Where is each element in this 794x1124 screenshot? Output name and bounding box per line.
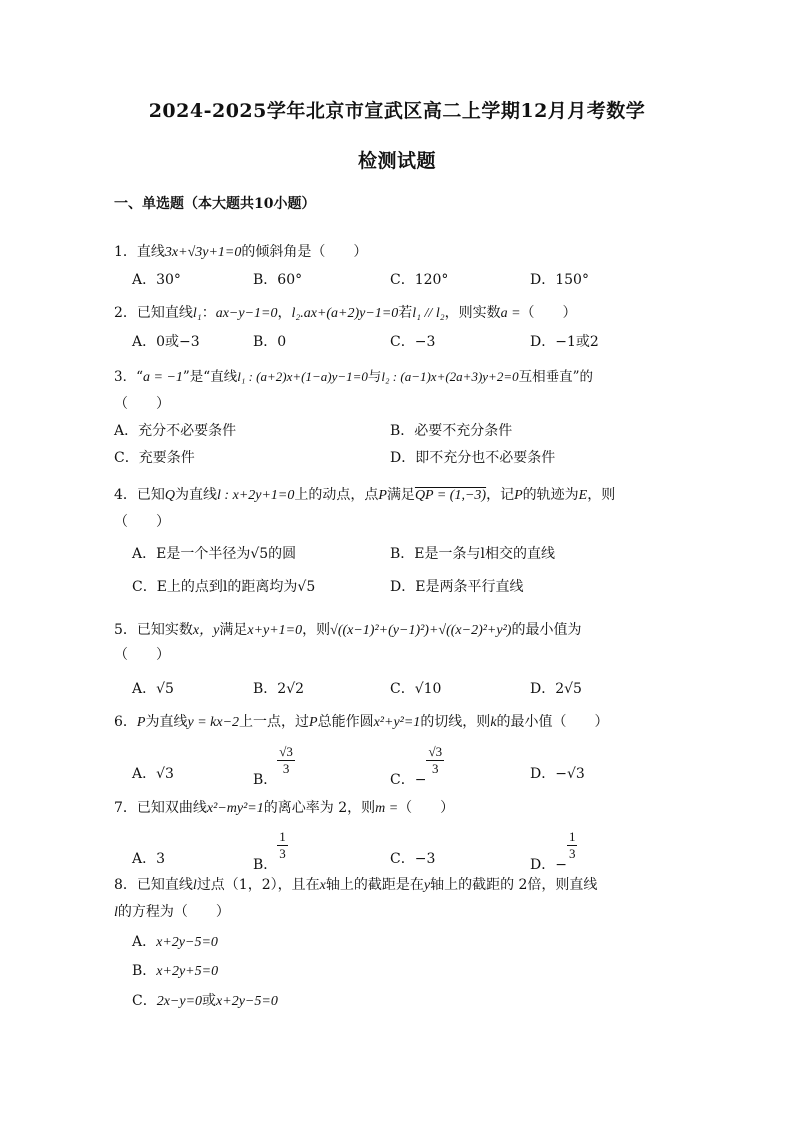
q6-option-c-fraction xyxy=(426,744,444,777)
q3-paren: （ ） xyxy=(114,396,170,412)
q8-text: 8．已知直线 xyxy=(114,877,193,893)
q8-text-2: 过点（1，2），且在 xyxy=(196,877,320,893)
q3-option-c: C．充要条件 xyxy=(114,450,195,466)
q1-option-a: A．30° xyxy=(132,272,181,288)
q8-x: x xyxy=(319,878,326,893)
q4-p: P xyxy=(378,488,387,503)
q1-formula: 3x+√3y+1=0 xyxy=(164,245,242,260)
q8-option-a-formula: x+2y−5=0 xyxy=(156,935,218,950)
q5-text-4: 的最小值为 xyxy=(511,622,582,638)
q7-b-numerator: 1 xyxy=(279,829,286,844)
q4-formula: l : x+2y+1=0 xyxy=(217,488,295,503)
q2-option-c: C．−3 xyxy=(390,334,436,350)
q6-text-2: 为直线 xyxy=(145,714,188,730)
q1-text: 直线 xyxy=(136,244,165,260)
q8-option-c-formula-2: x+2y−5=0 xyxy=(216,994,278,1009)
q3-text: 3．“ xyxy=(114,369,143,385)
q6-text-6: 的最小值（ ） xyxy=(496,714,609,730)
q6-text-3: 上一点，过 xyxy=(239,714,310,730)
q4-text-2: 为直线 xyxy=(175,487,218,503)
q6-c-denominator: 3 xyxy=(432,761,439,776)
q2-l2: l₂. xyxy=(291,306,304,321)
q4-e: E xyxy=(578,488,588,503)
q6-option-a: A．√3 xyxy=(132,766,174,782)
q8-option-b-label: B． xyxy=(132,963,157,979)
q5-formula-2: √((x−1)²+(y−1)²)+√((x−2)²+y²) xyxy=(330,623,512,638)
q2-l1: l₁ xyxy=(192,306,202,321)
q8-option-c-formula-1: 2x−y=0 xyxy=(156,994,203,1009)
q8-option-b-formula: x+2y+5=0 xyxy=(156,964,219,979)
q4-text: 4．已知 xyxy=(114,487,165,503)
q6-b-denominator: 3 xyxy=(282,761,290,776)
q1-option-b: B．60° xyxy=(253,272,303,288)
q6-option-b-label: B． xyxy=(253,771,278,788)
q8-y: y xyxy=(423,878,431,893)
q4-text-5: ，记 xyxy=(486,487,515,503)
q5-option-a: A．√5 xyxy=(132,681,174,697)
q3-condition: a = −1 xyxy=(143,370,183,385)
q8-option-a xyxy=(132,931,218,951)
q4-option-a: A．E是一个半径为√5的圆 xyxy=(132,546,297,562)
q8-option-b xyxy=(132,960,218,980)
q7-option-b xyxy=(253,829,288,873)
q7-option-b-label: B． xyxy=(253,856,278,873)
q7-d-denominator: 3 xyxy=(568,846,576,861)
q8-text-5: 的方程为（ ） xyxy=(117,904,230,920)
q3-option-b: B．必要不充分条件 xyxy=(390,423,513,439)
q4-q: Q xyxy=(164,488,176,503)
q8-option-c xyxy=(132,990,278,1010)
q1-text-end: 的倾斜角是（ ） xyxy=(241,244,368,260)
q7-paren: （ ） xyxy=(398,800,455,816)
q5-text-2: 满足 xyxy=(219,622,248,638)
q7-m: m = xyxy=(375,801,399,816)
q5-option-d: D．2√5 xyxy=(530,681,582,697)
q4-paren: （ ） xyxy=(114,514,170,530)
q5-paren: （ ） xyxy=(114,647,170,663)
q3-formula-1: l₁ : (a+2)x+(1−a)y−1=0 xyxy=(237,369,368,384)
q8-line-2 xyxy=(114,901,230,921)
page-title: 2024-2025学年北京市宣武区高二上学期12月月考数学 xyxy=(148,100,646,122)
q6-p-2: P xyxy=(309,715,318,730)
q7-text: 7．已知双曲线 xyxy=(114,800,207,816)
q8-l: l xyxy=(192,878,197,893)
q3-formula-2: l₂ : (a−1)x+(2a+3)y+2=0 xyxy=(381,369,519,384)
q2-option-b: B．0 xyxy=(253,334,287,350)
q2-a-eq: a = xyxy=(500,306,521,321)
q8-l-2: l xyxy=(114,905,118,920)
q5-text-3: ，则 xyxy=(302,622,331,638)
question-7 xyxy=(114,797,454,817)
q6-option-c xyxy=(390,744,444,788)
q4-text-4: 满足 xyxy=(386,487,415,503)
q7-formula: x²−my²=1 xyxy=(206,801,264,816)
q6-text: 6． xyxy=(114,714,137,730)
q4-vector: QP = (1,−3) xyxy=(414,488,487,503)
question-6 xyxy=(114,711,609,731)
q4-option-d: D．E是两条平行直线 xyxy=(390,579,524,595)
q6-p: P xyxy=(136,715,146,730)
q7-option-d-label: D．− xyxy=(530,856,567,873)
q1-option-d: D．150° xyxy=(530,272,589,288)
question-2 xyxy=(114,302,577,322)
q7-b-denominator: 3 xyxy=(279,846,286,861)
q1-option-c: C．120° xyxy=(390,272,449,288)
q2-paren: （ ） xyxy=(520,305,577,321)
q4-text-3: 上的动点，点 xyxy=(294,487,379,503)
q3-text-2: ”是“直线 xyxy=(182,369,238,385)
q6-option-d: D．−√3 xyxy=(530,766,585,782)
q8-option-a-label: A． xyxy=(132,934,157,950)
q2-if: 若 xyxy=(398,305,413,321)
q1-number: 1． xyxy=(114,244,137,260)
q6-option-b xyxy=(253,744,295,788)
q6-c-numerator: √3 xyxy=(428,744,443,759)
q2-colon: ： xyxy=(201,305,216,321)
q7-d-numerator: 1 xyxy=(568,829,576,844)
q7-text-2: 的离心率为 2，则 xyxy=(263,800,376,816)
q4-text-6: 的轨迹为 xyxy=(522,487,579,503)
q2-formula-1: ax−y−1=0 xyxy=(215,306,278,321)
q4-option-b: B．E是一条与l相交的直线 xyxy=(390,546,555,562)
q6-formula: y = kx−2 xyxy=(187,715,240,730)
q7-option-a: A．3 xyxy=(132,851,166,867)
question-4 xyxy=(114,484,615,504)
q2-option-d: D．−1或2 xyxy=(530,334,599,350)
q8-option-c-or: 或 xyxy=(202,993,217,1009)
q2-formula-2: ax+(a+2)y−1=0 xyxy=(303,306,399,321)
q3-with: 与 xyxy=(367,369,382,385)
q2-option-a: A．0或−3 xyxy=(132,334,200,350)
q5-xy: x，y xyxy=(192,623,220,638)
q6-text-5: 的切线，则 xyxy=(420,714,491,730)
q6-option-b-fraction xyxy=(277,744,295,777)
q2-text: 2．已知直线 xyxy=(114,305,193,321)
q6-b-numerator: √3 xyxy=(279,744,293,759)
question-5 xyxy=(114,619,581,639)
q4-p-2: P xyxy=(514,488,523,503)
q3-option-d: D．即不充分也不必要条件 xyxy=(390,450,556,466)
q5-text: 5．已知实数 xyxy=(114,622,193,638)
q6-formula-2: x²+y²=1 xyxy=(373,715,421,730)
q8-option-c-label: C． xyxy=(132,993,157,1009)
q5-option-c: C．√10 xyxy=(390,681,442,697)
q8-text-4: 轴上的截距的 2倍，则直线 xyxy=(430,877,598,893)
question-1 xyxy=(114,241,367,261)
q2-comma: ， xyxy=(277,305,292,321)
q7-option-d xyxy=(530,829,577,873)
q6-k: k xyxy=(490,715,497,730)
q2-text-2: ，则实数 xyxy=(444,305,501,321)
q4-option-c: C．E上的点到l的距离均为√5 xyxy=(132,579,316,595)
q2-parallel: l₁ // l₂ xyxy=(412,306,445,321)
q3-text-3: 互相垂直”的 xyxy=(518,369,593,385)
q6-option-c-label: C．− xyxy=(390,771,427,788)
section-heading: 一、单选题（本大题共10小题） xyxy=(114,196,316,212)
q6-text-4: 总能作圆 xyxy=(317,714,374,730)
q5-formula: x+y+1=0 xyxy=(247,623,303,638)
q7-option-d-fraction xyxy=(567,829,578,862)
question-8 xyxy=(114,874,597,894)
q5-option-b: B．2√2 xyxy=(253,681,305,697)
q3-option-a: A．充分不必要条件 xyxy=(114,423,237,439)
question-3 xyxy=(114,365,593,386)
q8-text-3: 轴上的截距是在 xyxy=(325,877,424,893)
q7-option-b-fraction xyxy=(277,829,288,862)
q7-option-c: C．−3 xyxy=(390,851,436,867)
q4-text-7: ，则 xyxy=(587,487,616,503)
page-subtitle: 检测试题 xyxy=(357,150,436,172)
